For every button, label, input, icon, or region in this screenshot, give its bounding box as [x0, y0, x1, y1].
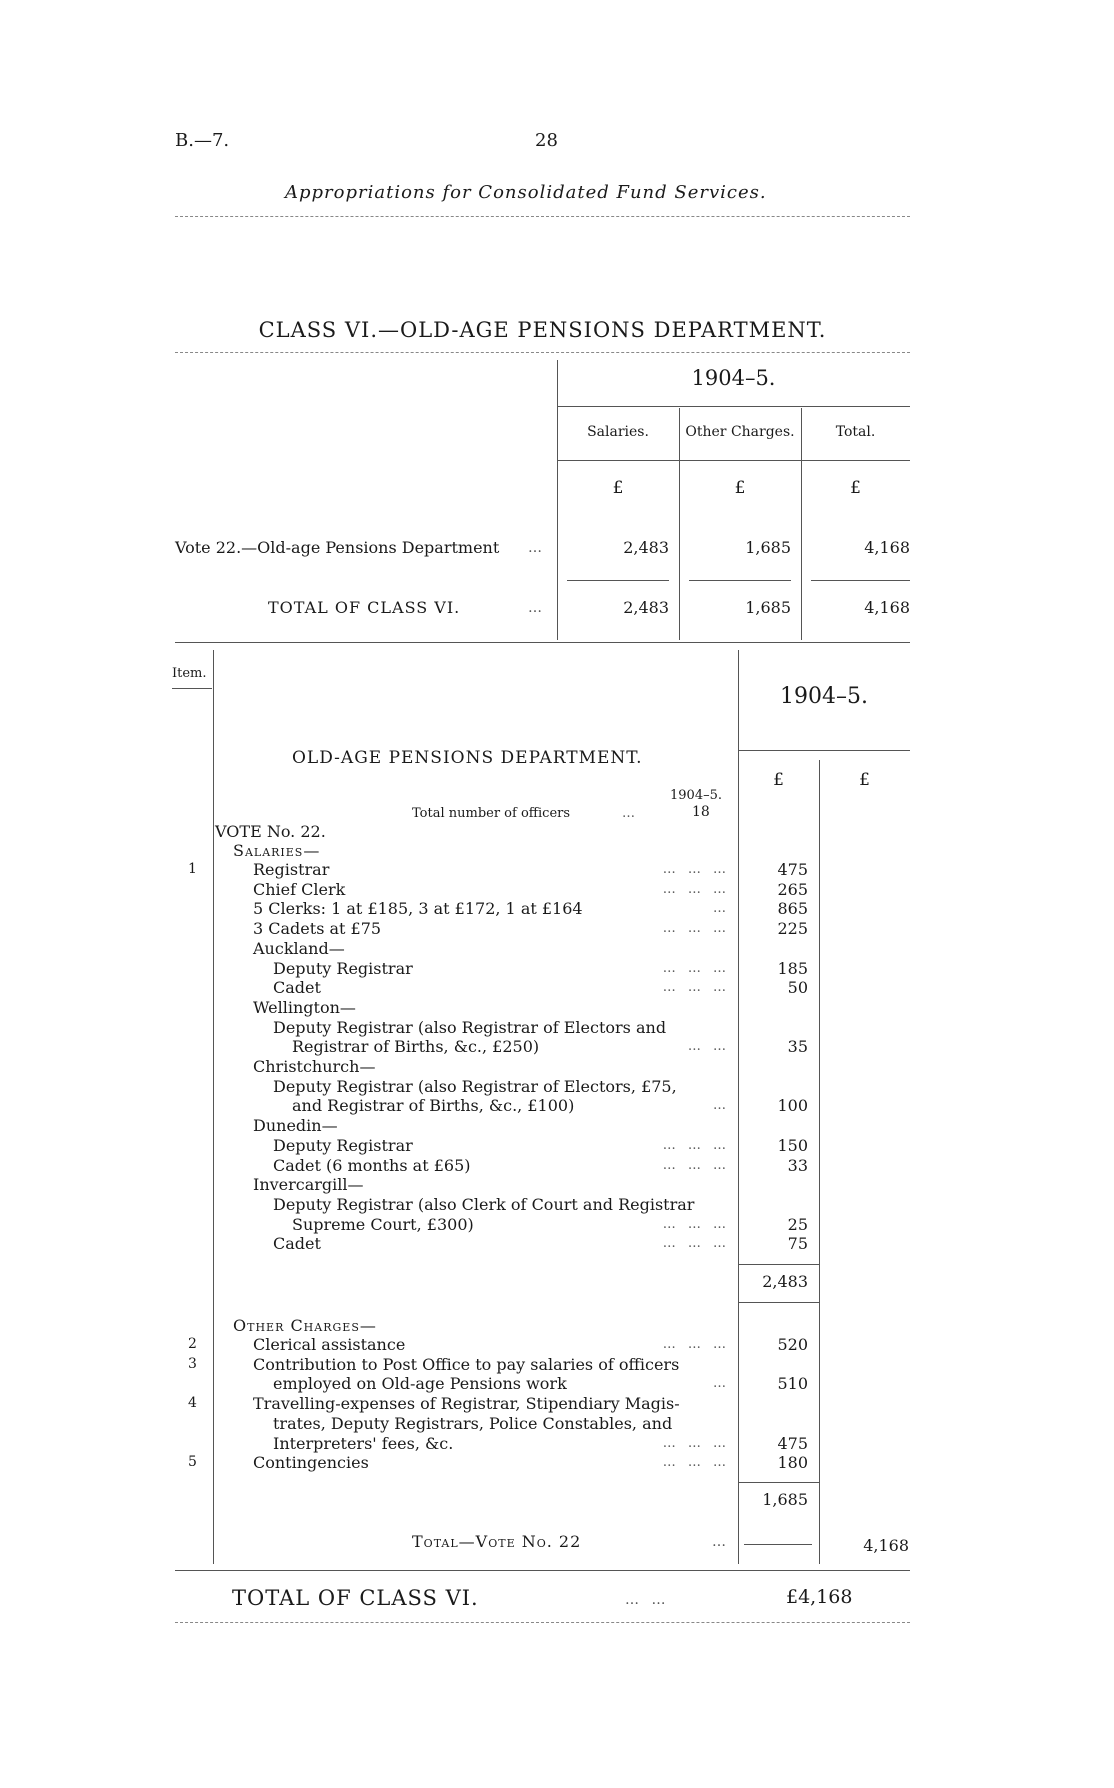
line-item-text: 3 Cadets at £75	[253, 919, 382, 939]
line-item-amount: 225	[777, 919, 808, 939]
line-item-text: Chief Clerk	[253, 879, 346, 899]
salaries-heading: Salaries—	[233, 841, 321, 860]
salaries-subtotal: 2,483	[762, 1272, 808, 1291]
leader-dots: … … …	[662, 1455, 730, 1471]
summary-col-total: Total.	[835, 424, 876, 440]
leader-dots: … … …	[662, 980, 730, 996]
vote-heading: VOTE No. 22.	[215, 822, 326, 841]
line-item-amount: 265	[777, 879, 808, 899]
summary-row-vote-dots: …	[528, 540, 546, 556]
line-item-text: Clerical assistance	[253, 1335, 406, 1354]
leader-dots: …	[713, 901, 730, 917]
line-item-amount: 475	[777, 1433, 808, 1453]
leader-dots: …	[713, 1376, 730, 1392]
line-item-text: Cadet (6 months at £65)	[273, 1155, 471, 1175]
page-heading: Appropriations for Consolidated Fund Services.	[285, 182, 767, 203]
line-item-text: 5 Clerks: 1 at £185, 3 at £172, 1 at £164	[253, 899, 583, 919]
leader-dots: … … …	[662, 862, 730, 877]
line-item-text: Registrar	[253, 860, 330, 879]
line-item-amount: 35	[787, 1037, 808, 1057]
summary-unit-total: £	[850, 478, 861, 498]
summary-row-vote-label: Vote 22.—Old-age Pensions Department	[175, 538, 500, 557]
summary-row-total-dots: …	[528, 600, 546, 616]
line-item-text: Contribution to Post Office to pay salaries of officers	[253, 1354, 680, 1374]
item-number: 5	[188, 1454, 197, 1471]
class-total-amount: £4,168	[786, 1586, 853, 1608]
detail-year: 1904–5.	[780, 684, 868, 709]
detail-unit-1: £	[773, 770, 784, 790]
line-item-amount: 180	[777, 1453, 808, 1473]
line-item-amount: 510	[777, 1374, 808, 1394]
summary-year: 1904–5.	[691, 366, 776, 390]
summary-row-total-salaries: 2,483	[623, 598, 669, 617]
line-item-text: Interpreters' fees, &c.	[273, 1433, 454, 1453]
page-number: 28	[535, 130, 558, 151]
officers-dots: …	[622, 806, 639, 821]
line-item-text: Supreme Court, £300)	[292, 1214, 474, 1234]
leader-dots: … … …	[662, 921, 730, 937]
summary-row-total-other: 1,685	[745, 598, 791, 617]
line-item-amount: 185	[777, 958, 808, 978]
line-item-text: Wellington—	[253, 997, 356, 1017]
leader-dots: … … …	[662, 1337, 730, 1352]
line-item-text: Deputy Registrar (also Registrar of Electors and	[273, 1017, 667, 1037]
line-item-amount: 520	[777, 1335, 808, 1354]
line-item-amount: 50	[787, 978, 808, 998]
line-item-text: Deputy Registrar (also Clerk of Court and Registrar	[273, 1194, 695, 1214]
detail-unit-2: £	[859, 770, 870, 790]
line-item-text: Travelling-expenses of Registrar, Stipendiary Magis-	[253, 1394, 680, 1414]
line-item-text: Christchurch—	[253, 1057, 376, 1076]
line-item-amount: 75	[787, 1234, 808, 1254]
summary-title: CLASS VI.—OLD-AGE PENSIONS DEPARTMENT.	[258, 318, 827, 342]
summary-row-vote-other: 1,685	[745, 538, 791, 557]
line-item-amount: 25	[787, 1214, 808, 1234]
class-total-dots: … …	[625, 1592, 670, 1608]
line-item-amount: 475	[777, 860, 808, 879]
leader-dots: …	[713, 1098, 730, 1114]
leader-dots: … … …	[662, 1137, 730, 1153]
line-item-text: Deputy Registrar	[273, 958, 413, 978]
leader-dots: … … …	[662, 960, 730, 976]
officers-year: 1904–5.	[670, 788, 722, 803]
item-number: 1	[188, 861, 197, 877]
line-item-amount: 150	[777, 1135, 808, 1155]
class-total-label: TOTAL OF CLASS VI.	[232, 1586, 479, 1610]
line-item-amount: 865	[777, 899, 808, 919]
officers-label: Total number of officers	[412, 806, 571, 821]
line-item-text: Dunedin—	[253, 1116, 338, 1136]
line-item-amount: 100	[777, 1096, 808, 1116]
line-item-amount: 33	[787, 1155, 808, 1175]
line-item-text: trates, Deputy Registrars, Police Constables, and	[273, 1413, 673, 1433]
line-item-text: employed on Old-age Pensions work	[273, 1374, 567, 1394]
summary-col-salaries: Salaries.	[587, 424, 649, 440]
detail-item-header: Item.	[172, 666, 207, 681]
vote-total-amount: 4,168	[863, 1536, 909, 1555]
line-item-text: and Registrar of Births, &c., £100)	[292, 1096, 575, 1116]
line-item-text: Invercargill—	[253, 1175, 364, 1195]
summary-row-total-total: 4,168	[864, 598, 910, 617]
summary-unit-salaries: £	[612, 478, 624, 498]
leader-dots: … … …	[662, 881, 730, 897]
line-item-text: Cadet	[273, 978, 321, 998]
summary-col-other: Other Charges.	[685, 424, 795, 440]
leader-dots: … … …	[662, 1216, 730, 1232]
leader-dots: … … …	[662, 1157, 730, 1173]
item-number: 2	[188, 1336, 197, 1352]
leader-dots: … …	[687, 1039, 730, 1055]
other-charges-heading: Other Charges—	[233, 1316, 377, 1335]
summary-row-vote-total: 4,168	[864, 538, 910, 557]
item-number: 3	[188, 1355, 197, 1372]
officers-count: 18	[692, 804, 710, 820]
vote-total-label: Total—Vote No. 22	[412, 1532, 582, 1551]
item-number: 4	[188, 1395, 197, 1412]
line-item-text: Deputy Registrar (also Registrar of Electors, £75,	[273, 1076, 677, 1096]
leader-dots: … … …	[662, 1435, 730, 1451]
line-item-text: Registrar of Births, &c., £250)	[292, 1037, 540, 1057]
line-item-text: Contingencies	[253, 1453, 369, 1473]
line-item-text: Auckland—	[253, 938, 345, 958]
leader-dots: … … …	[662, 1236, 730, 1252]
page-ref: B.—7.	[175, 130, 230, 151]
summary-unit-other: £	[734, 478, 746, 498]
line-item-text: Cadet	[273, 1234, 321, 1254]
line-item-text: Deputy Registrar	[273, 1135, 413, 1155]
summary-row-total-label: TOTAL OF CLASS VI.	[268, 598, 461, 617]
summary-row-vote-salaries: 2,483	[623, 538, 669, 557]
vote-total-dots: …	[712, 1534, 730, 1550]
other-subtotal: 1,685	[762, 1490, 808, 1509]
dept-title: OLD-AGE PENSIONS DEPARTMENT.	[292, 748, 643, 768]
